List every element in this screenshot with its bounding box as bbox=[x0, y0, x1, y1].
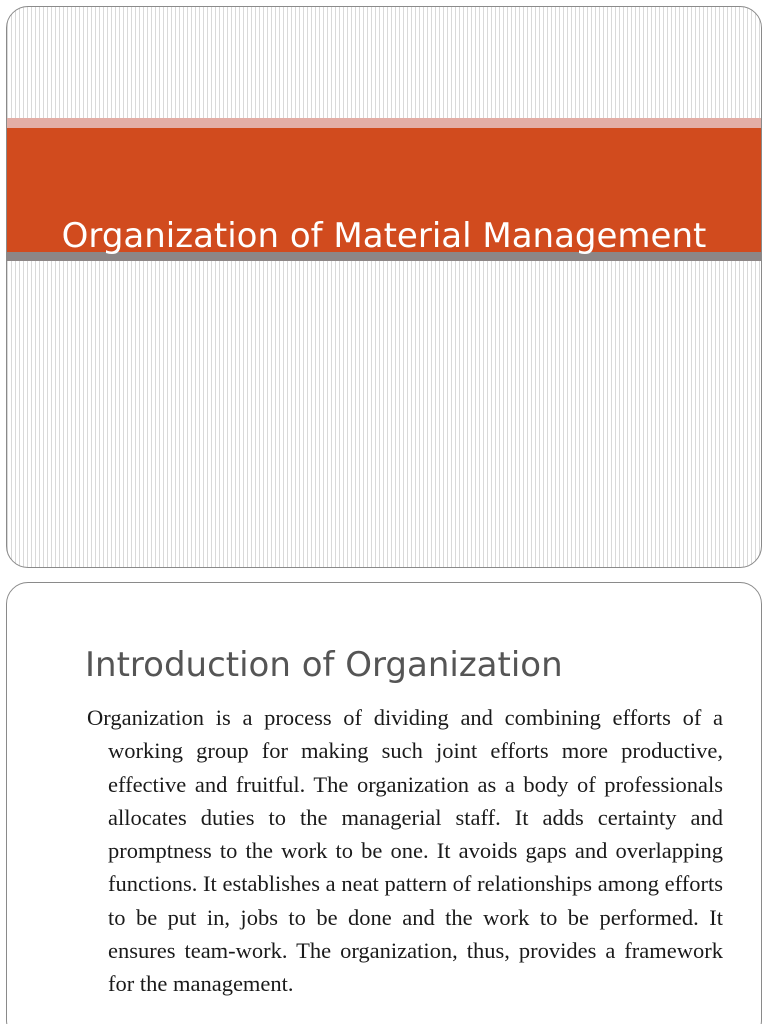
title-band-accent-top bbox=[7, 118, 761, 128]
slide-heading: Introduction of Organization bbox=[85, 645, 563, 685]
slide-title: Organization of Material Management bbox=[61, 216, 707, 256]
slide-body-text: Organization is a process of dividing and combining efforts of a working group for making such joint efforts more productive, effective and fruitful. The organization as a body of professionals allocates duties to the managerial staff. It adds certainty and promptness to the work to be one. It avoids gaps and overlapping functions. It establishes a neat pattern of relationships among efforts to be put in, jobs to be done and the work to be performed. It ensures team-work. The organization, thus, provides a framework for the management. bbox=[87, 705, 723, 997]
title-slide bbox=[6, 6, 762, 568]
content-slide bbox=[6, 582, 762, 1024]
